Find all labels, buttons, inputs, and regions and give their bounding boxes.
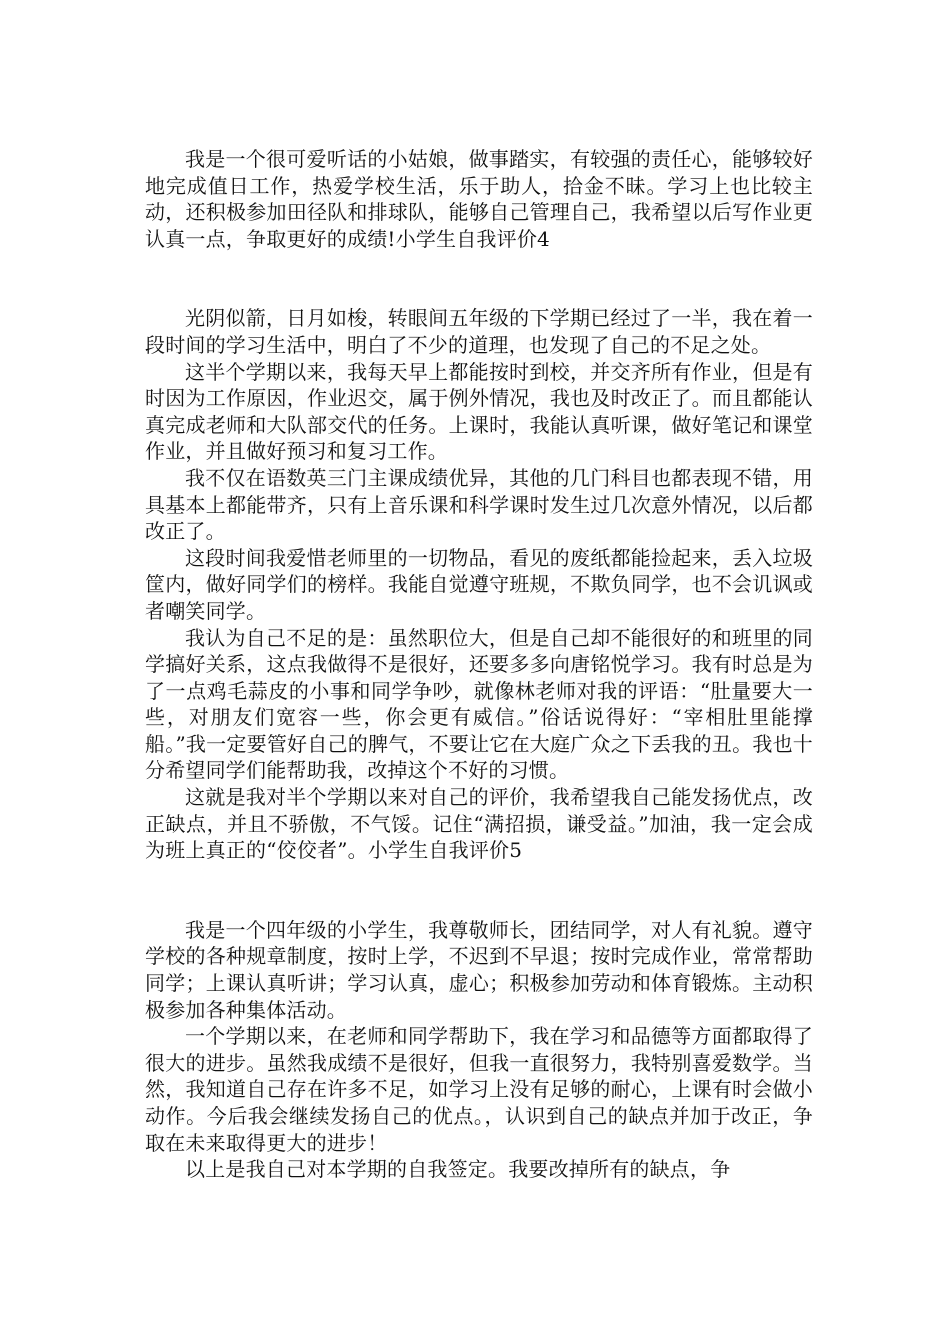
document-page (145, 146, 813, 1183)
section-gap-2 (145, 864, 813, 917)
paragraph-b4: 这段时间我爱惜老师里的一切物品，看见的废纸都能捡起来，丢入垃圾筐内，做好同学们的榜样。我能自觉遵守班规，不欺负同学，也不会讥讽或者嘲笑同学。 (145, 545, 813, 623)
section-gap-1 (145, 252, 813, 305)
paragraph-b6: 这就是我对半个学期以来对自己的评价，我希望我自己能发扬优点，改正缺点，并且不骄傲，不气馁。记住“满招损，谦受益。”加油，我一定会成为班上真正的“佼佼者”。小学生自我评价5 (145, 785, 813, 863)
paragraph-b5: 我认为自己不足的是：虽然职位大，但是自己却不能很好的和班里的同学搞好关系，这点我做得不是很好，还要多多向唐铭悦学习。我有时总是为了一点鸡毛蒜皮的小事和同学争吵，就像林老师对我的评语：“肚量要大一些，对朋友们宽容一些，你会更有威信。”俗话说得好：“宰相肚里能撑船。”我一定要管好自己的脾气，不要让它在大庭广众之下丢我的丑。我也十分希望同学们能帮助我，改掉这个不好的习惯。 (145, 625, 813, 783)
paragraph-b1: 光阴似箭，日月如梭，转眼间五年级的下学期已经过了一半，我在着一段时间的学习生活中，明白了不少的道理，也发现了自己的不足之处。 (145, 306, 813, 357)
paragraph-b2: 这半个学期以来，我每天早上都能按时到校，并交齐所有作业，但是有时因为工作原因，作业迟交，属于例外情况，我也及时改正了。而且都能认真完成老师和大队部交代的任务。上课时，我能认真听课，做好笔记和课堂作业，并且做好预习和复习工作。 (145, 359, 813, 464)
paragraph-a1: 我是一个很可爱听话的小姑娘，做事踏实，有较强的责任心，能够较好地完成值日工作，热爱学校生活，乐于助人，拾金不昧。学习上也比较主动，还积极参加田径队和排球队，能够自己管理自己，我希望以后写作业更认真一点，争取更好的成绩!小学生自我评价4 (145, 147, 813, 251)
paragraph-c2: 一个学期以来，在老师和同学帮助下，我在学习和品德等方面都取得了很大的进步。虽然我成绩不是很好，但我一直很努力，我特别喜爱数学。当然，我知道自己存在许多不足，如学习上没有足够的耐心，上课有时会做小动作。今后我会继续发扬自己的优点。，认识到自己的缺点并加于改正，争取在未来取得更大的进步！ (145, 1024, 813, 1155)
paragraph-c3: 以上是我自己对本学期的自我签定。我要改掉所有的缺点，争 (185, 1157, 731, 1182)
paragraph-c1: 我是一个四年级的小学生，我尊敬师长，团结同学，对人有礼貌。遵守学校的各种规章制度，按时上学，不迟到不早退；按时完成作业，常常帮助同学；上课认真听讲；学习认真，虚心；积极参加劳动和体育锻炼。主动积极参加各种集体活动。 (145, 917, 813, 1022)
paragraph-b3: 我不仅在语数英三门主课成绩优异，其他的几门科目也都表现不错，用具基本上都能带齐，只有上音乐课和科学课时发生过几次意外情况，以后都改正了。 (145, 465, 813, 544)
